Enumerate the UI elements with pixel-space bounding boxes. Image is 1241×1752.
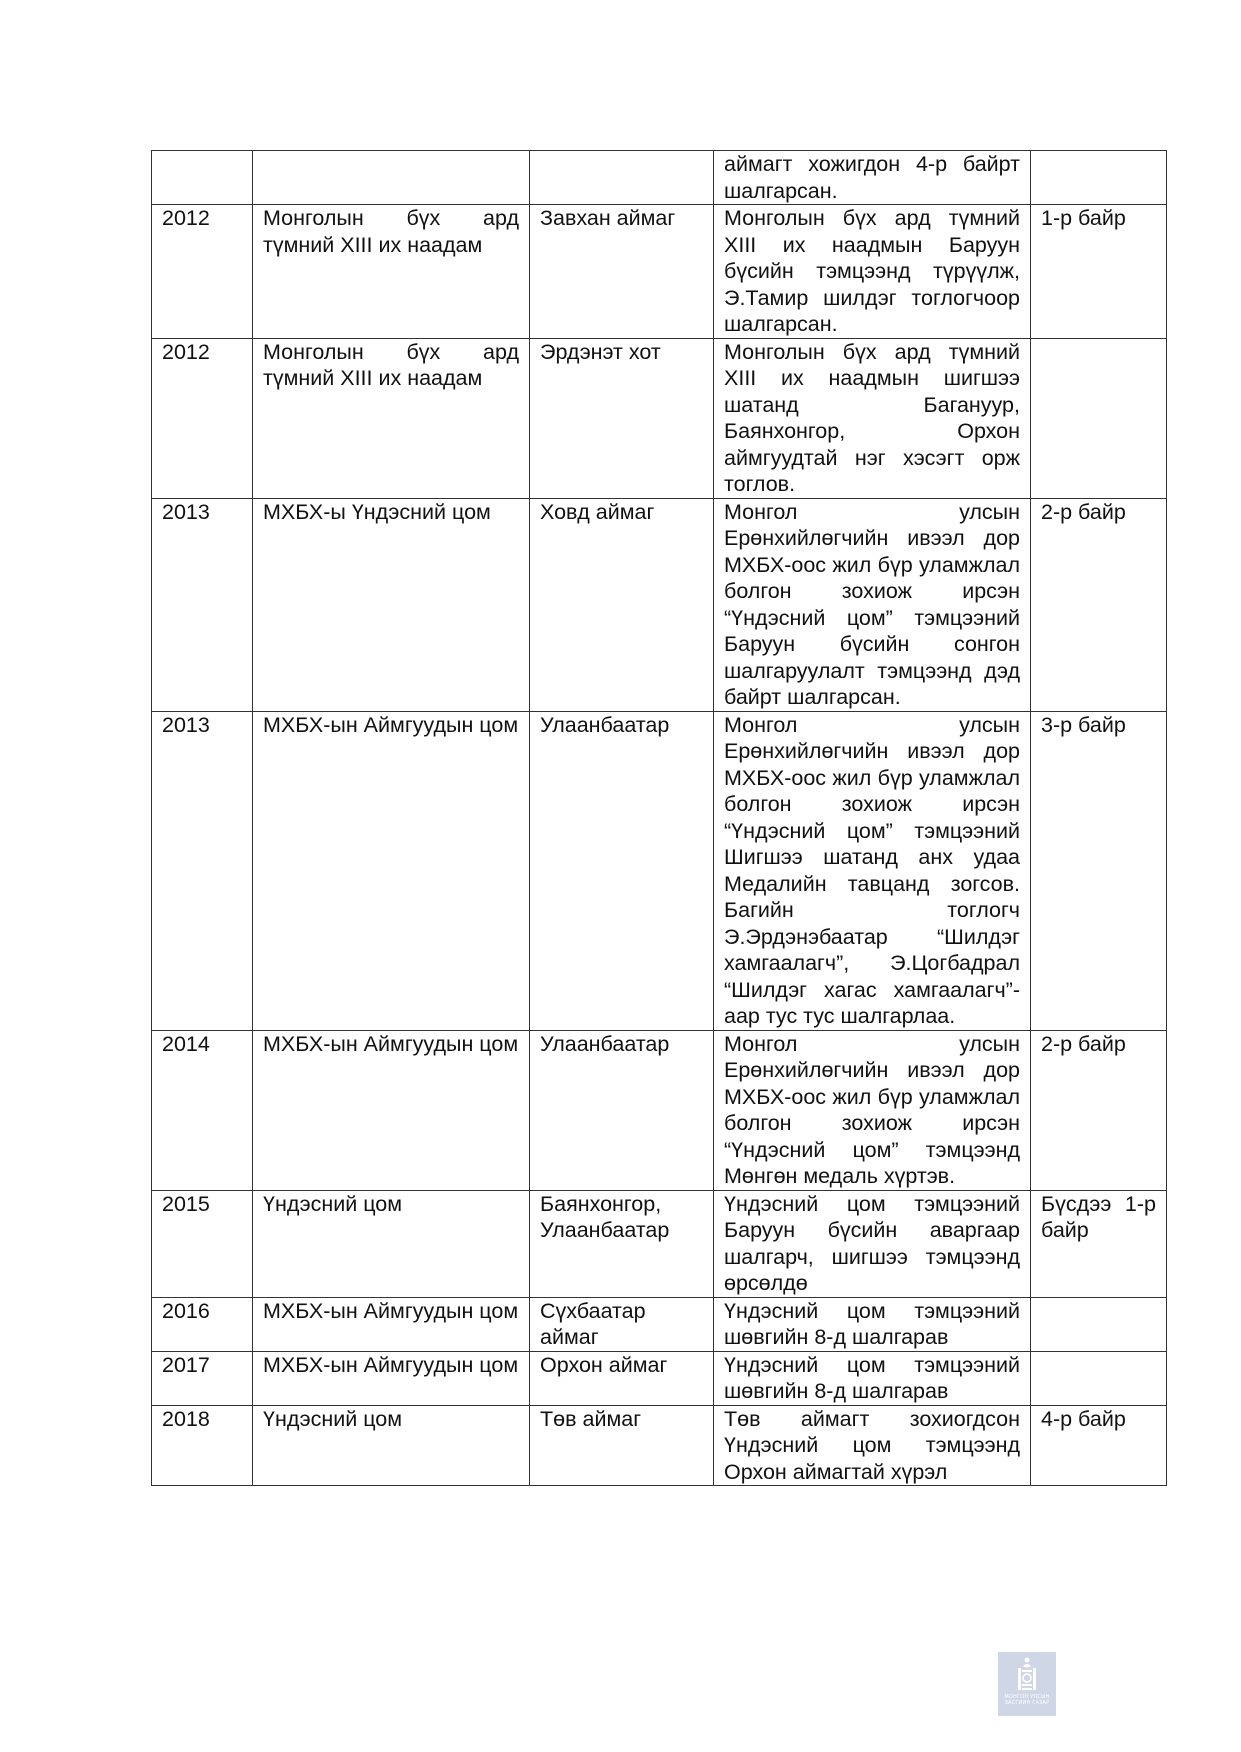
year-cell: 2018 [152,1405,253,1486]
location-cell: Сүхбаатар аймаг [530,1297,714,1351]
location-cell: Эрдэнэт хот [530,338,714,498]
government-logo [998,1652,1056,1716]
event-cell: Үндэсний цом [253,1405,530,1486]
result-cell [1031,1297,1167,1351]
event-cell: Үндэсний цом [253,1190,530,1297]
location-cell: Улаанбаатар [530,711,714,1030]
year-cell: 2015 [152,1190,253,1297]
description-cell: Үндэсний цом тэмцээний Баруун бүсийн аваргаар шалгарч, шигшээ тэмцээнд өрсөлдө [714,1190,1031,1297]
result-cell: 1-р байр [1031,205,1167,339]
event-cell: МХБХ-ын Аймгуудын цом [253,1030,530,1190]
event-cell: Монголын бүх ард түмний XIII их наадам [253,338,530,498]
result-cell: 2-р байр [1031,498,1167,711]
event-cell: Монголын бүх ард түмний XIII их наадам [253,205,530,339]
result-cell [1031,338,1167,498]
location-cell: Ховд аймаг [530,498,714,711]
year-cell: 2012 [152,205,253,339]
table-row [152,711,1167,1030]
table-row [152,498,1167,711]
location-cell: Төв аймаг [530,1405,714,1486]
location-cell: Завхан аймаг [530,205,714,339]
location-cell [530,151,714,205]
table-row [152,1030,1167,1190]
year-cell: 2013 [152,711,253,1030]
event-cell: МХБХ-ын Аймгуудын цом [253,711,530,1030]
description-cell: Монгол улсын Ерөнхийлөгчийн ивээл дор МХБХ-оос жил бүр уламжлал болгон зохиож ирсэн “Үндэсний цом” тэмцээний Шигшээ шатанд анх удаа Медалийн тавцанд зогсов. Багийн тоглогч Э.Эрдэнэбаатар “Шилдэг хамгаалагч”, Э.Цогбадрал “Шилдэг хагас хамгаалагч”-аар тус тус шалгарлаа. [714,711,1031,1030]
description-cell: Үндэсний цом тэмцээний шөвгийн 8-д шалгарав [714,1297,1031,1351]
year-cell: 2017 [152,1351,253,1405]
table-row [152,1351,1167,1405]
description-cell: Үндэсний цом тэмцээний шөвгийн 8-д шалгарав [714,1351,1031,1405]
location-cell: Орхон аймаг [530,1351,714,1405]
event-cell [253,151,530,205]
description-cell: Төв аймагт зохиогдсон Үндэсний цом тэмцээнд Орхон аймагтай хүрэл [714,1405,1031,1486]
result-cell: 2-р байр [1031,1030,1167,1190]
soyombo-emblem-icon [1014,1656,1040,1692]
description-cell: Монголын бүх ард түмний XIII их наадмын шигшээ шатанд Багануур, Баянхонгор, Орхон аймгуудтай нэг хэсэгт орж тоглов. [714,338,1031,498]
results-table [151,150,1167,1486]
year-cell: 2013 [152,498,253,711]
logo-text: МОНГОЛ УЛСЫН ЗАСГИЙН ГАЗАР [1004,1694,1050,1706]
result-cell: 3-р байр [1031,711,1167,1030]
location-cell: Баянхонгор, Улаанбаатар [530,1190,714,1297]
location-cell: Улаанбаатар [530,1030,714,1190]
description-cell: Монгол улсын Ерөнхийлөгчийн ивээл дор МХБХ-оос жил бүр уламжлал болгон зохиож ирсэн “Үндэсний цом” тэмцээний Баруун бүсийн сонгон шалгаруулалт тэмцээнд дэд байрт шалгарсан. [714,498,1031,711]
description-cell: Монголын бүх ард түмний XIII их наадмын Баруун бүсийн тэмцээнд түрүүлж, Э.Тамир шилдэг тоглогчоор шалгарсан. [714,205,1031,339]
table-row [152,1297,1167,1351]
year-cell: 2012 [152,338,253,498]
year-cell: 2014 [152,1030,253,1190]
result-cell [1031,1351,1167,1405]
table-row [152,338,1167,498]
result-cell [1031,151,1167,205]
table-row [152,1405,1167,1486]
event-cell: МХБХ-ын Аймгуудын цом [253,1297,530,1351]
event-cell: МХБХ-ы Үндэсний цом [253,498,530,711]
event-cell: МХБХ-ын Аймгуудын цом [253,1351,530,1405]
table-row [152,1190,1167,1297]
result-cell: Бүсдээ 1-р байр [1031,1190,1167,1297]
year-cell [152,151,253,205]
table-row [152,205,1167,339]
result-cell: 4-р байр [1031,1405,1167,1486]
table-row [152,151,1167,205]
description-cell: аймагт хожигдон 4-р байрт шалгарсан. [714,151,1031,205]
description-cell: Монгол улсын Ерөнхийлөгчийн ивээл дор МХБХ-оос жил бүр уламжлал болгон зохиож ирсэн “Үндэсний цом” тэмцээнд Мөнгөн медаль хүртэв. [714,1030,1031,1190]
year-cell: 2016 [152,1297,253,1351]
